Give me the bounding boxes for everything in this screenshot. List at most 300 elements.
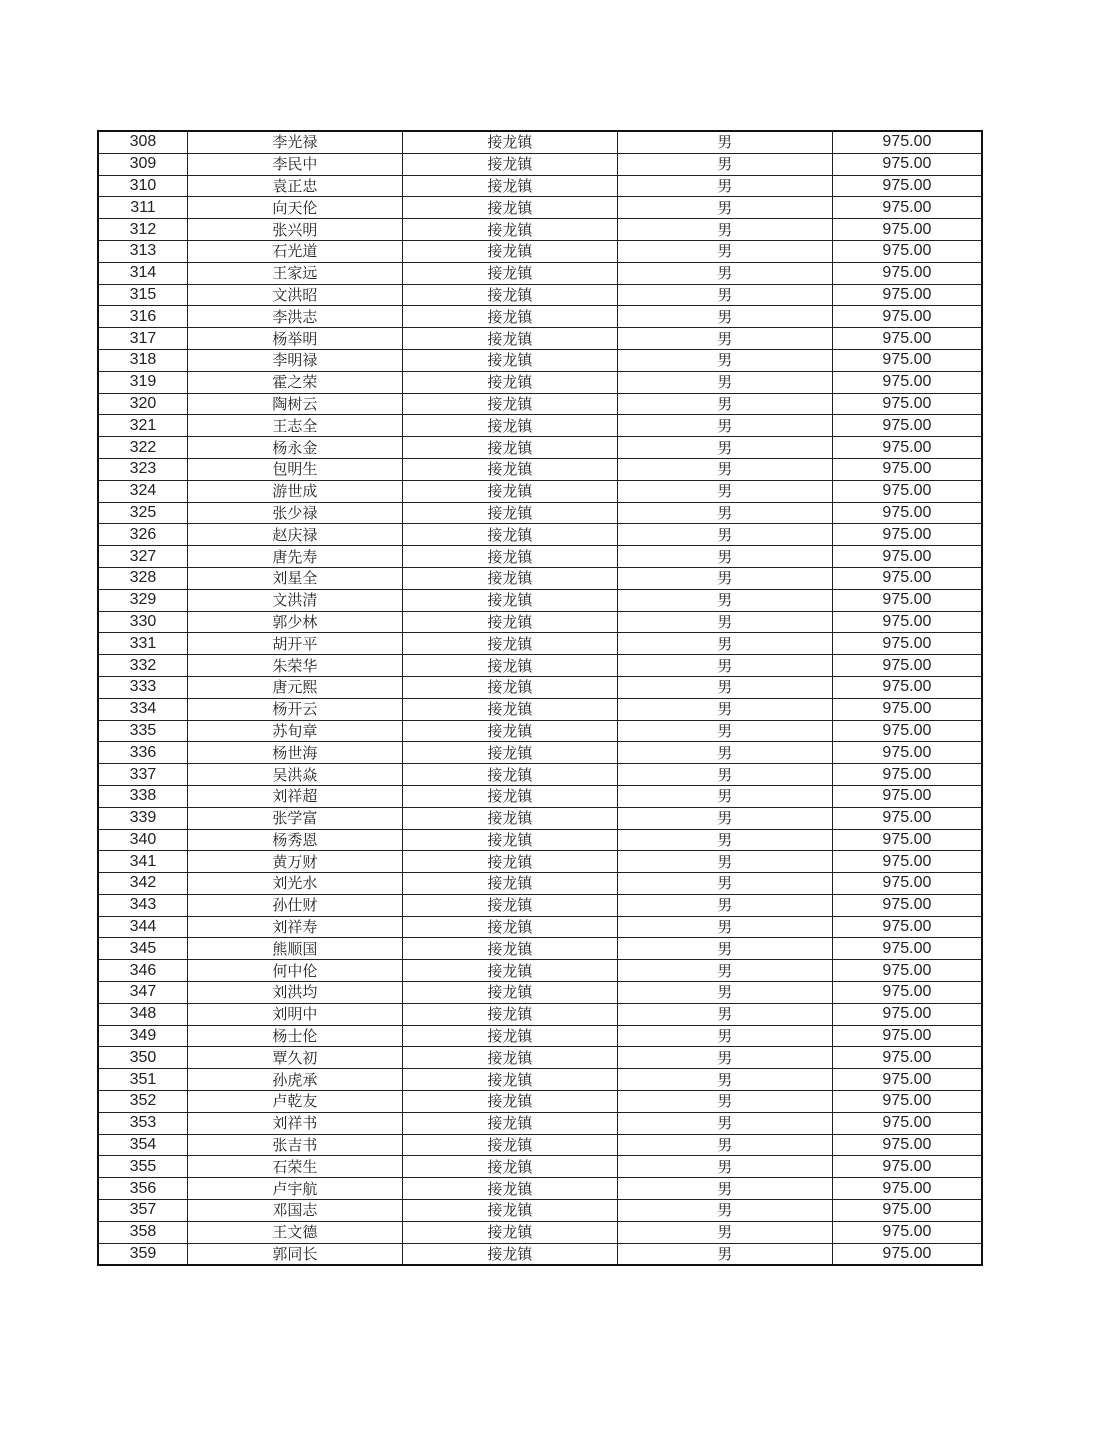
table-row	[98, 1221, 982, 1243]
amount-cell: 975.00	[832, 1025, 982, 1047]
amount-cell: 975.00	[832, 306, 982, 328]
name-cell: 刘祥超	[187, 785, 402, 807]
town-cell: 接龙镇	[402, 960, 617, 982]
table-row	[98, 742, 982, 764]
row-number-cell: 314	[98, 262, 187, 284]
name-cell: 吴洪焱	[187, 764, 402, 786]
amount-cell: 975.00	[832, 567, 982, 589]
name-cell: 熊顺国	[187, 938, 402, 960]
sex-cell: 男	[617, 1221, 832, 1243]
town-cell: 接龙镇	[402, 1025, 617, 1047]
name-cell: 王家远	[187, 262, 402, 284]
town-cell: 接龙镇	[402, 502, 617, 524]
sex-cell: 男	[617, 1134, 832, 1156]
table-row	[98, 807, 982, 829]
row-number-cell: 358	[98, 1221, 187, 1243]
sex-cell: 男	[617, 1025, 832, 1047]
town-cell: 接龙镇	[402, 720, 617, 742]
table-row	[98, 720, 982, 742]
town-cell: 接龙镇	[402, 480, 617, 502]
sex-cell: 男	[617, 807, 832, 829]
town-cell: 接龙镇	[402, 262, 617, 284]
table-row	[98, 284, 982, 306]
table-row	[98, 698, 982, 720]
name-cell: 霍之荣	[187, 371, 402, 393]
name-cell: 卢乾友	[187, 1091, 402, 1113]
name-cell: 杨举明	[187, 328, 402, 350]
town-cell: 接龙镇	[402, 873, 617, 895]
amount-cell: 975.00	[832, 1003, 982, 1025]
amount-cell: 975.00	[832, 982, 982, 1004]
row-number-cell: 352	[98, 1091, 187, 1113]
table-row	[98, 655, 982, 677]
amount-cell: 975.00	[832, 785, 982, 807]
row-number-cell: 354	[98, 1134, 187, 1156]
town-cell: 接龙镇	[402, 611, 617, 633]
sex-cell: 男	[617, 219, 832, 241]
row-number-cell: 339	[98, 807, 187, 829]
sex-cell: 男	[617, 1112, 832, 1134]
amount-cell: 975.00	[832, 284, 982, 306]
row-number-cell: 348	[98, 1003, 187, 1025]
row-number-cell: 353	[98, 1112, 187, 1134]
amount-cell: 975.00	[832, 894, 982, 916]
table-row	[98, 1200, 982, 1222]
table-row	[98, 611, 982, 633]
town-cell: 接龙镇	[402, 829, 617, 851]
row-number-cell: 319	[98, 371, 187, 393]
name-cell: 刘祥寿	[187, 916, 402, 938]
table-row	[98, 938, 982, 960]
table-row	[98, 240, 982, 262]
name-cell: 刘星全	[187, 567, 402, 589]
sex-cell: 男	[617, 240, 832, 262]
sex-cell: 男	[617, 742, 832, 764]
amount-cell: 975.00	[832, 698, 982, 720]
amount-cell: 975.00	[832, 240, 982, 262]
row-number-cell: 309	[98, 153, 187, 175]
row-number-cell: 324	[98, 480, 187, 502]
town-cell: 接龙镇	[402, 1200, 617, 1222]
table-row	[98, 415, 982, 437]
name-cell: 何中伦	[187, 960, 402, 982]
town-cell: 接龙镇	[402, 764, 617, 786]
name-cell: 向天伦	[187, 197, 402, 219]
town-cell: 接龙镇	[402, 546, 617, 568]
amount-cell: 975.00	[832, 262, 982, 284]
name-cell: 刘明中	[187, 1003, 402, 1025]
town-cell: 接龙镇	[402, 240, 617, 262]
town-cell: 接龙镇	[402, 175, 617, 197]
table-row	[98, 1069, 982, 1091]
name-cell: 胡开平	[187, 633, 402, 655]
sex-cell: 男	[617, 328, 832, 350]
town-cell: 接龙镇	[402, 197, 617, 219]
row-number-cell: 357	[98, 1200, 187, 1222]
name-cell: 孙虎承	[187, 1069, 402, 1091]
row-number-cell: 331	[98, 633, 187, 655]
sex-cell: 男	[617, 153, 832, 175]
row-number-cell: 345	[98, 938, 187, 960]
sex-cell: 男	[617, 262, 832, 284]
sex-cell: 男	[617, 1047, 832, 1069]
table-row	[98, 153, 982, 175]
row-number-cell: 321	[98, 415, 187, 437]
amount-cell: 975.00	[832, 938, 982, 960]
table-row	[98, 262, 982, 284]
row-number-cell: 337	[98, 764, 187, 786]
town-cell: 接龙镇	[402, 1178, 617, 1200]
amount-cell: 975.00	[832, 1178, 982, 1200]
name-cell: 郭少林	[187, 611, 402, 633]
sex-cell: 男	[617, 764, 832, 786]
amount-cell: 975.00	[832, 589, 982, 611]
sex-cell: 男	[617, 415, 832, 437]
row-number-cell: 311	[98, 197, 187, 219]
row-number-cell: 315	[98, 284, 187, 306]
row-number-cell: 355	[98, 1156, 187, 1178]
name-cell: 杨开云	[187, 698, 402, 720]
table-row	[98, 1112, 982, 1134]
name-cell: 李明禄	[187, 349, 402, 371]
town-cell: 接龙镇	[402, 807, 617, 829]
town-cell: 接龙镇	[402, 349, 617, 371]
row-number-cell: 330	[98, 611, 187, 633]
row-number-cell: 342	[98, 873, 187, 895]
town-cell: 接龙镇	[402, 1112, 617, 1134]
amount-cell: 975.00	[832, 742, 982, 764]
sex-cell: 男	[617, 873, 832, 895]
row-number-cell: 322	[98, 437, 187, 459]
table-row	[98, 785, 982, 807]
name-cell: 赵庆禄	[187, 524, 402, 546]
amount-cell: 975.00	[832, 1134, 982, 1156]
amount-cell: 975.00	[832, 349, 982, 371]
sex-cell: 男	[617, 633, 832, 655]
amount-cell: 975.00	[832, 458, 982, 480]
sex-cell: 男	[617, 982, 832, 1004]
sex-cell: 男	[617, 655, 832, 677]
sex-cell: 男	[617, 916, 832, 938]
town-cell: 接龙镇	[402, 458, 617, 480]
name-cell: 杨秀恩	[187, 829, 402, 851]
row-number-cell: 323	[98, 458, 187, 480]
town-cell: 接龙镇	[402, 1156, 617, 1178]
amount-cell: 975.00	[832, 437, 982, 459]
town-cell: 接龙镇	[402, 916, 617, 938]
table-row	[98, 1156, 982, 1178]
amount-cell: 975.00	[832, 524, 982, 546]
table-row	[98, 982, 982, 1004]
table-row	[98, 546, 982, 568]
town-cell: 接龙镇	[402, 371, 617, 393]
amount-cell: 975.00	[832, 219, 982, 241]
amount-cell: 975.00	[832, 480, 982, 502]
row-number-cell: 327	[98, 546, 187, 568]
table-row	[98, 1025, 982, 1047]
amount-cell: 975.00	[832, 960, 982, 982]
table-row	[98, 175, 982, 197]
name-cell: 石光道	[187, 240, 402, 262]
row-number-cell: 343	[98, 894, 187, 916]
table-row	[98, 851, 982, 873]
name-cell: 李民中	[187, 153, 402, 175]
sex-cell: 男	[617, 720, 832, 742]
sex-cell: 男	[617, 938, 832, 960]
amount-cell: 975.00	[832, 502, 982, 524]
town-cell: 接龙镇	[402, 131, 617, 153]
table-row	[98, 567, 982, 589]
row-number-cell: 328	[98, 567, 187, 589]
amount-cell: 975.00	[832, 546, 982, 568]
sex-cell: 男	[617, 480, 832, 502]
sex-cell: 男	[617, 1200, 832, 1222]
town-cell: 接龙镇	[402, 1134, 617, 1156]
sex-cell: 男	[617, 197, 832, 219]
table-row	[98, 131, 982, 153]
table-row	[98, 328, 982, 350]
sex-cell: 男	[617, 393, 832, 415]
table-body	[98, 131, 982, 1265]
beneficiary-table	[97, 130, 983, 1266]
sex-cell: 男	[617, 175, 832, 197]
table-row	[98, 764, 982, 786]
town-cell: 接龙镇	[402, 742, 617, 764]
name-cell: 张少禄	[187, 502, 402, 524]
amount-cell: 975.00	[832, 371, 982, 393]
amount-cell: 975.00	[832, 655, 982, 677]
table-row	[98, 1003, 982, 1025]
sex-cell: 男	[617, 1178, 832, 1200]
amount-cell: 975.00	[832, 1047, 982, 1069]
amount-cell: 975.00	[832, 131, 982, 153]
table-row	[98, 873, 982, 895]
sex-cell: 男	[617, 1069, 832, 1091]
town-cell: 接龙镇	[402, 894, 617, 916]
table-row	[98, 1134, 982, 1156]
sex-cell: 男	[617, 502, 832, 524]
sex-cell: 男	[617, 371, 832, 393]
town-cell: 接龙镇	[402, 633, 617, 655]
row-number-cell: 310	[98, 175, 187, 197]
town-cell: 接龙镇	[402, 415, 617, 437]
amount-cell: 975.00	[832, 611, 982, 633]
town-cell: 接龙镇	[402, 393, 617, 415]
amount-cell: 975.00	[832, 676, 982, 698]
amount-cell: 975.00	[832, 1243, 982, 1265]
row-number-cell: 332	[98, 655, 187, 677]
table-row	[98, 393, 982, 415]
row-number-cell: 325	[98, 502, 187, 524]
name-cell: 王文德	[187, 1221, 402, 1243]
name-cell: 覃久初	[187, 1047, 402, 1069]
sex-cell: 男	[617, 131, 832, 153]
town-cell: 接龙镇	[402, 655, 617, 677]
row-number-cell: 349	[98, 1025, 187, 1047]
name-cell: 邓国志	[187, 1200, 402, 1222]
amount-cell: 975.00	[832, 829, 982, 851]
table-row	[98, 371, 982, 393]
table-row	[98, 916, 982, 938]
town-cell: 接龙镇	[402, 1221, 617, 1243]
town-cell: 接龙镇	[402, 437, 617, 459]
name-cell: 文洪昭	[187, 284, 402, 306]
name-cell: 陶树云	[187, 393, 402, 415]
town-cell: 接龙镇	[402, 676, 617, 698]
name-cell: 杨世海	[187, 742, 402, 764]
name-cell: 石荣生	[187, 1156, 402, 1178]
row-number-cell: 346	[98, 960, 187, 982]
row-number-cell: 320	[98, 393, 187, 415]
name-cell: 张吉书	[187, 1134, 402, 1156]
table-row	[98, 1178, 982, 1200]
sex-cell: 男	[617, 676, 832, 698]
row-number-cell: 317	[98, 328, 187, 350]
table-row	[98, 1243, 982, 1265]
name-cell: 唐先寿	[187, 546, 402, 568]
row-number-cell: 359	[98, 1243, 187, 1265]
sex-cell: 男	[617, 458, 832, 480]
table-row	[98, 306, 982, 328]
name-cell: 杨士伦	[187, 1025, 402, 1047]
amount-cell: 975.00	[832, 153, 982, 175]
row-number-cell: 313	[98, 240, 187, 262]
town-cell: 接龙镇	[402, 1003, 617, 1025]
amount-cell: 975.00	[832, 328, 982, 350]
town-cell: 接龙镇	[402, 306, 617, 328]
name-cell: 郭同长	[187, 1243, 402, 1265]
sex-cell: 男	[617, 698, 832, 720]
amount-cell: 975.00	[832, 873, 982, 895]
table-row	[98, 197, 982, 219]
row-number-cell: 335	[98, 720, 187, 742]
name-cell: 黄万财	[187, 851, 402, 873]
sex-cell: 男	[617, 960, 832, 982]
row-number-cell: 326	[98, 524, 187, 546]
table-row	[98, 349, 982, 371]
name-cell: 刘光水	[187, 873, 402, 895]
name-cell: 张兴明	[187, 219, 402, 241]
town-cell: 接龙镇	[402, 1069, 617, 1091]
name-cell: 游世成	[187, 480, 402, 502]
name-cell: 王志全	[187, 415, 402, 437]
amount-cell: 975.00	[832, 851, 982, 873]
sex-cell: 男	[617, 1243, 832, 1265]
town-cell: 接龙镇	[402, 328, 617, 350]
row-number-cell: 336	[98, 742, 187, 764]
name-cell: 文洪清	[187, 589, 402, 611]
sex-cell: 男	[617, 306, 832, 328]
name-cell: 刘祥书	[187, 1112, 402, 1134]
town-cell: 接龙镇	[402, 851, 617, 873]
sex-cell: 男	[617, 1156, 832, 1178]
amount-cell: 975.00	[832, 1069, 982, 1091]
amount-cell: 975.00	[832, 175, 982, 197]
row-number-cell: 351	[98, 1069, 187, 1091]
row-number-cell: 344	[98, 916, 187, 938]
row-number-cell: 329	[98, 589, 187, 611]
row-number-cell: 333	[98, 676, 187, 698]
town-cell: 接龙镇	[402, 284, 617, 306]
town-cell: 接龙镇	[402, 589, 617, 611]
table-row	[98, 480, 982, 502]
name-cell: 李洪志	[187, 306, 402, 328]
sex-cell: 男	[617, 437, 832, 459]
town-cell: 接龙镇	[402, 153, 617, 175]
sex-cell: 男	[617, 785, 832, 807]
row-number-cell: 334	[98, 698, 187, 720]
amount-cell: 975.00	[832, 1112, 982, 1134]
row-number-cell: 340	[98, 829, 187, 851]
amount-cell: 975.00	[832, 197, 982, 219]
row-number-cell: 308	[98, 131, 187, 153]
row-number-cell: 356	[98, 1178, 187, 1200]
sex-cell: 男	[617, 611, 832, 633]
table-row	[98, 589, 982, 611]
sex-cell: 男	[617, 1003, 832, 1025]
row-number-cell: 347	[98, 982, 187, 1004]
amount-cell: 975.00	[832, 807, 982, 829]
sex-cell: 男	[617, 1091, 832, 1113]
amount-cell: 975.00	[832, 1156, 982, 1178]
name-cell: 张学富	[187, 807, 402, 829]
row-number-cell: 350	[98, 1047, 187, 1069]
amount-cell: 975.00	[832, 415, 982, 437]
town-cell: 接龙镇	[402, 1091, 617, 1113]
amount-cell: 975.00	[832, 916, 982, 938]
sex-cell: 男	[617, 546, 832, 568]
sex-cell: 男	[617, 589, 832, 611]
table-row	[98, 633, 982, 655]
table-row	[98, 502, 982, 524]
name-cell: 朱荣华	[187, 655, 402, 677]
town-cell: 接龙镇	[402, 785, 617, 807]
town-cell: 接龙镇	[402, 1047, 617, 1069]
table-row	[98, 219, 982, 241]
table-row	[98, 1047, 982, 1069]
table-row	[98, 524, 982, 546]
amount-cell: 975.00	[832, 1221, 982, 1243]
town-cell: 接龙镇	[402, 567, 617, 589]
town-cell: 接龙镇	[402, 219, 617, 241]
table-row	[98, 960, 982, 982]
sex-cell: 男	[617, 284, 832, 306]
town-cell: 接龙镇	[402, 982, 617, 1004]
table-row	[98, 829, 982, 851]
amount-cell: 975.00	[832, 720, 982, 742]
row-number-cell: 312	[98, 219, 187, 241]
sex-cell: 男	[617, 894, 832, 916]
town-cell: 接龙镇	[402, 524, 617, 546]
sex-cell: 男	[617, 567, 832, 589]
sex-cell: 男	[617, 851, 832, 873]
amount-cell: 975.00	[832, 393, 982, 415]
name-cell: 包明生	[187, 458, 402, 480]
sex-cell: 男	[617, 829, 832, 851]
table-row	[98, 458, 982, 480]
row-number-cell: 316	[98, 306, 187, 328]
name-cell: 刘洪均	[187, 982, 402, 1004]
row-number-cell: 341	[98, 851, 187, 873]
name-cell: 李光禄	[187, 131, 402, 153]
town-cell: 接龙镇	[402, 1243, 617, 1265]
name-cell: 杨永金	[187, 437, 402, 459]
row-number-cell: 338	[98, 785, 187, 807]
name-cell: 苏旬章	[187, 720, 402, 742]
amount-cell: 975.00	[832, 633, 982, 655]
town-cell: 接龙镇	[402, 698, 617, 720]
name-cell: 唐元熙	[187, 676, 402, 698]
